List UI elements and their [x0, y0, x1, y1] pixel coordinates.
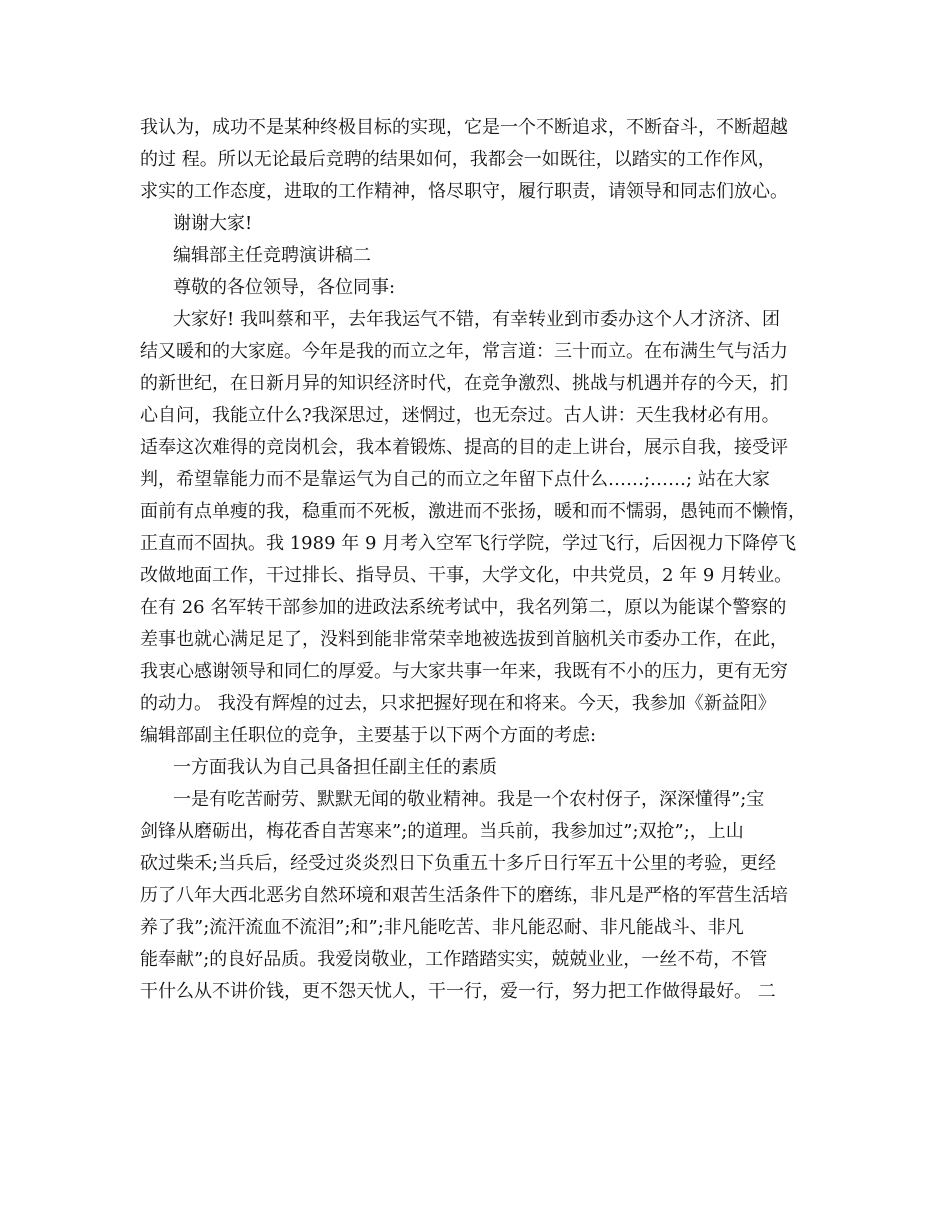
text-line: 求实的工作态度，进取的工作精神，恪尽职守，履行职责，请领导和同志们放心。 — [140, 181, 788, 202]
text-line: 剑锋从磨砺出，梅花香自苦寒来”;的道理。当兵前，我参加过”;双抢”;，上山 — [140, 821, 744, 842]
text-line: 正直而不固执。我 1989 年 9 月考入空军飞行学院，学过飞行，后因视力下降停飞 — [140, 533, 797, 554]
text-line: 面前有点单瘦的我，稳重而不死板，激进而不张扬，暖和而不懦弱，愚钝而不懒惰， — [140, 501, 806, 522]
text-line: 我认为，成功不是某种终极目标的实现，它是一个不断追求，不断奋斗，不断超越 — [140, 117, 788, 138]
text-line: 判，希望靠能力而不是靠运气为自己的而立之年留下点什么……;……; 站在大家 — [140, 469, 770, 490]
text-line: 在有 26 名军转干部参加的进政法系统考试中，我名列第二，原以为能谋个警察的 — [140, 597, 787, 618]
text-line: 的新世纪，在日新月异的知识经济时代，在竞争激烈、挑战与机遇并存的今天，扪 — [140, 373, 788, 394]
text-line: 结又暖和的大家庭。今年是我的而立之年，常言道：三十而立。在布满生气与活力 — [140, 341, 788, 362]
text-line: 差事也就心满足足了，没料到能非常荣幸地被选拔到首脑机关市委办工作，在此， — [140, 629, 788, 650]
text-line: 谢谢大家! — [173, 213, 253, 234]
text-line: 适奉这次难得的竞岗机会，我本着锻炼、提高的目的走上讲台，展示自我，接受评 — [140, 437, 788, 458]
text-line: 一是有吃苦耐劳、默默无闻的敬业精神。我是一个农村伢子，深深懂得”;宝 — [173, 789, 765, 810]
text-line: 的动力。 我没有辉煌的过去，只求把握好现在和将来。今天，我参加《新益阳》 — [140, 693, 776, 714]
text-line: 编辑部副主任职位的竞争，主要基于以下两个方面的考虑: — [140, 725, 597, 746]
text-line: 能奉献”;的良好品质。我爱岗敬业，工作踏踏实实，兢兢业业，一丝不苟，不管 — [140, 949, 768, 970]
text-line: 一方面我认为自己具备担任副主任的素质 — [173, 757, 497, 778]
text-line: 养了我”;流汗流血不流泪”;和”;非凡能吃苦、非凡能忍耐、非凡能战斗、非凡 — [140, 917, 744, 938]
text-line: 尊敬的各位领导，各位同事: — [173, 277, 396, 298]
text-line: 的过 程。所以无论最后竞聘的结果如何，我都会一如既往，以踏实的工作作风， — [140, 149, 776, 170]
text-line: 心自问，我能立什么?我深思过，迷惘过，也无奈过。古人讲：天生我材必有用。 — [140, 405, 780, 426]
text-line: 我衷心感谢领导和同仁的厚爱。与大家共事一年来，我既有不小的压力，更有无穷 — [140, 661, 788, 682]
text-line: 编辑部主任竞聘演讲稿二 — [173, 245, 371, 266]
text-line: 砍过柴禾;当兵后，经受过炎炎烈日下负重五十多斤日行军五十公里的考验，更经 — [140, 853, 777, 874]
text-line: 改做地面工作，干过排长、指导员、干事，大学文化，中共党员，2 年 9 月转业。 — [140, 565, 793, 586]
text-line: 大家好! 我叫蔡和平，去年我运气不错，有幸转业到市委办这个人才济济、团 — [173, 309, 780, 330]
text-line: 历了八年大西北恶劣自然环境和艰苦生活条件下的磨练，非凡是严格的军营生活培 — [140, 885, 788, 906]
text-line: 干什么从不讲价钱，更不怨天忧人，干一行，爱一行，努力把工作做得最好。 二 — [140, 981, 776, 1002]
document-body — [140, 112, 820, 1008]
